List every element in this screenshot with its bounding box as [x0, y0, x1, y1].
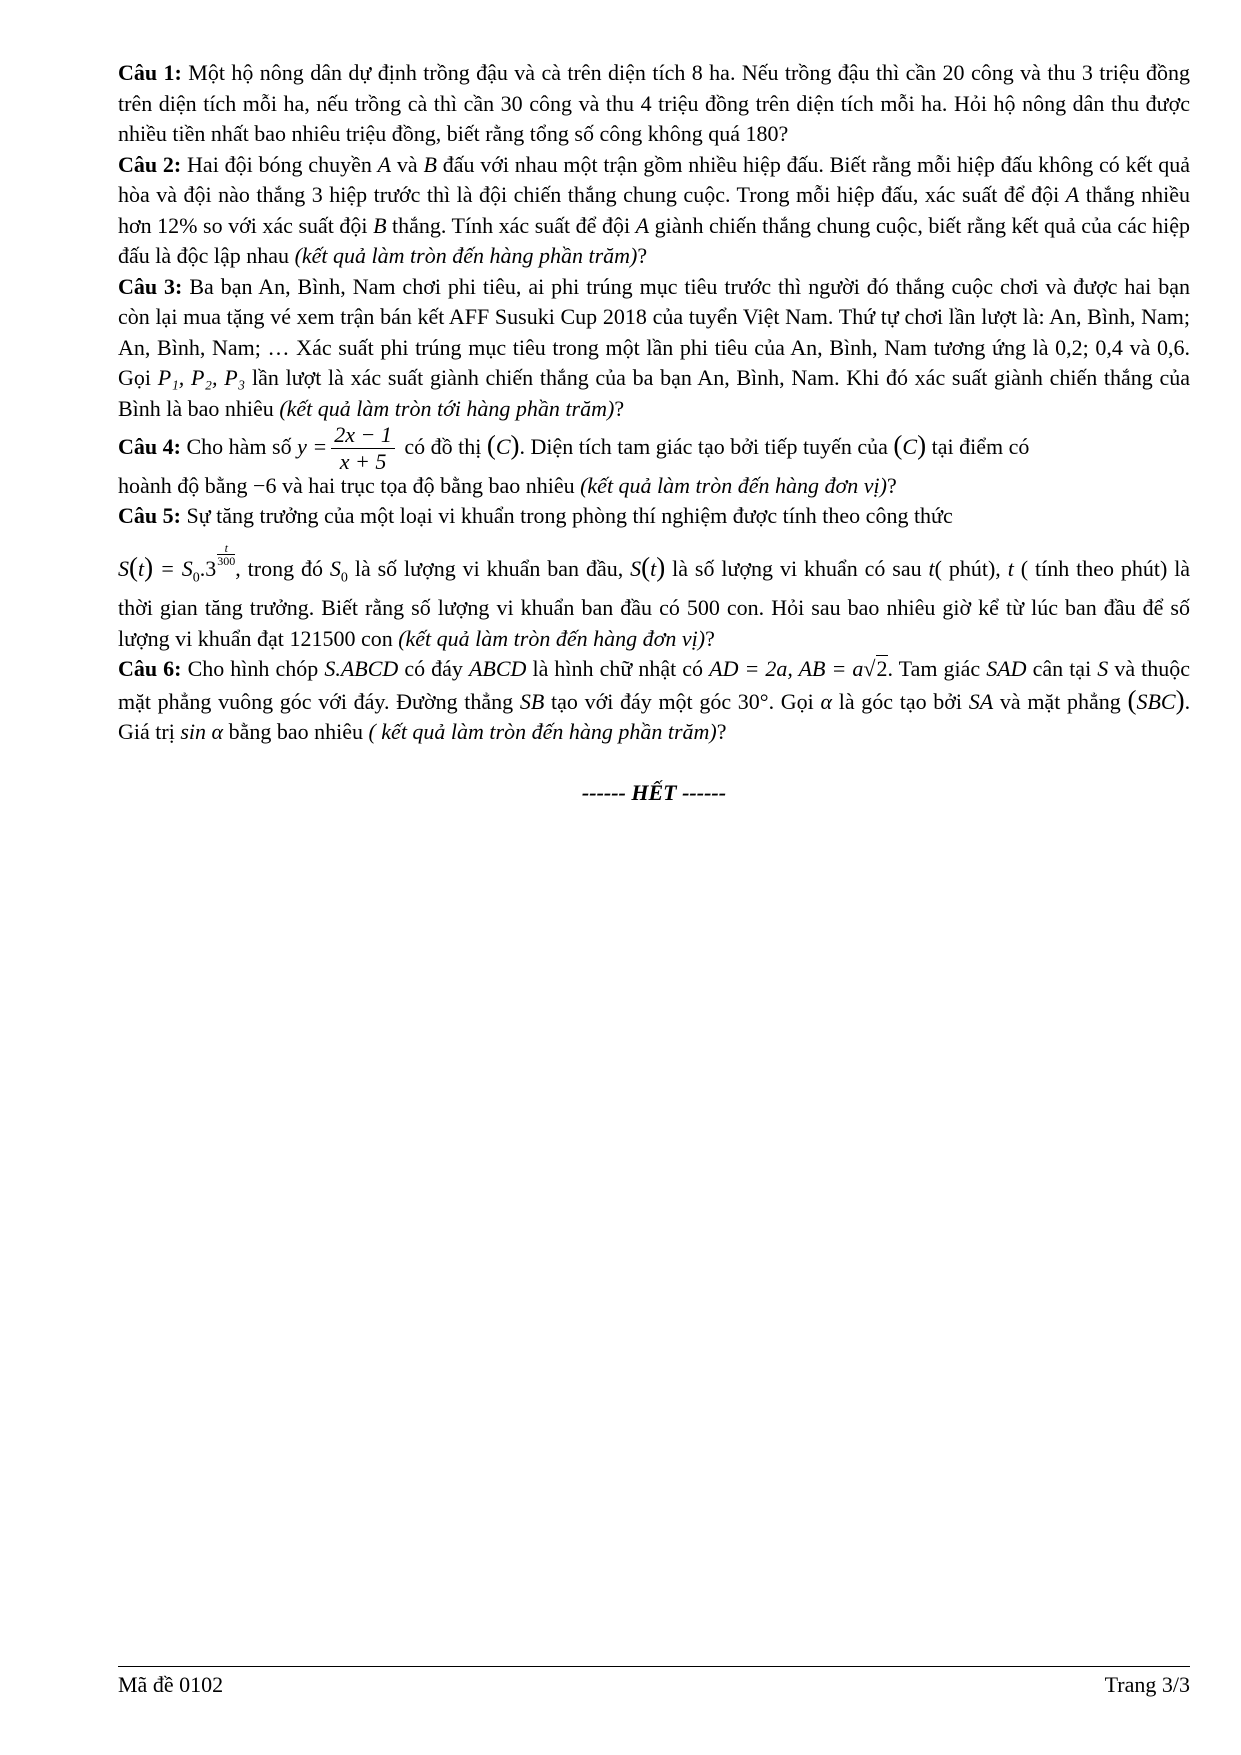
question-text: của tuyển Việt Nam. Thứ tự chơi lần lượt là: An, Bình, Nam; An, Bình, Nam; … Xác suất phi trúng mục tiêu trong một lần phi tiêu của An, Bình, Nam tương ứng là: [118, 304, 1191, 360]
math-var: B: [423, 151, 437, 177]
math-expr: AD = 2a, AB = a: [709, 656, 864, 682]
question-text: . Gọi: [768, 688, 814, 714]
fraction-denominator: x + 5: [339, 449, 387, 475]
question-text: con: [360, 625, 393, 651]
exponent-fraction: [217, 542, 235, 567]
math-value: 30°: [737, 688, 769, 714]
question-text: là hình chữ nhật có: [532, 656, 704, 682]
math-var: A: [377, 151, 392, 177]
question-text: và hai trục tọa độ bằng bao nhiêu: [281, 472, 575, 498]
math-var: t: [1007, 555, 1014, 581]
question-text: ( tính theo phút) là thời gian tăng trưởng. Biết rằng số lượng vi khuẩn ban đầu có: [118, 555, 1191, 621]
question-text: . Diện tích tam giác tạo bởi tiếp tuyến của: [519, 434, 888, 459]
math-var: S: [118, 555, 129, 581]
question-5: [118, 501, 1190, 654]
fraction-numerator: 2x − 1: [331, 422, 395, 449]
question-text: Một hộ nông dân dự định trồng đậu và cà trên diện tích 8 ha. Nếu trồng đậu thì cần 20 công và thu 3 triệu đồng trên diện tích mỗi ha, nếu trồng cà thì cần 30 công và thu 4 triệu đồng trên diện tích mỗi ha. Hỏi hộ nông dân thu được nhiều tiền nhất bao nhiêu triệu đồng, biết rằng tổng số công không quá 180?: [118, 60, 1191, 146]
question-text: và: [1129, 334, 1151, 360]
question-3: [118, 272, 1190, 425]
math-var: SAD: [986, 656, 1027, 682]
exam-code: Mã đề 0102: [118, 1672, 224, 1697]
exponent-denominator: 300: [217, 553, 236, 568]
probability-value: 0,6: [1157, 334, 1185, 360]
question-line: [118, 471, 1190, 502]
exponent-numerator: t: [217, 542, 235, 555]
question-text: đấu với nhau một trận gồm nhiều hiệp đấu. Biết rằng mỗi hiệp đấu không có kết quả hòa và đội nào thắng 3 hiệp trước thì là đội chiến thắng chung cuộc. Trong mỗi hiệp đấu, xác suất để đội: [118, 151, 1191, 207]
math-var: α: [820, 688, 833, 714]
question-label: Câu 6:: [118, 656, 182, 682]
question-text: lần lượt là xác suất giành chiến thắng của ba bạn An, Bình, Nam. Khi đó xác suất giành chiến thắng của Bình là bao nhiêu: [118, 365, 1191, 421]
exam-content: [118, 58, 1190, 830]
probability-value: 0,4: [1095, 334, 1123, 360]
math-subscript: 0: [340, 569, 348, 585]
question-label: Câu 4:: [118, 434, 181, 459]
question-end: ?: [886, 472, 897, 498]
question-text: Sự tăng trưởng của một loại vi khuẩn trong phòng thí nghiệm được tính theo công thức: [186, 503, 953, 528]
rounding-note: (kết quả làm tròn đến hàng đơn vị): [580, 472, 887, 498]
question-text: là số lượng vi khuẩn có sau: [672, 555, 922, 581]
question-label: Câu 1:: [118, 60, 182, 85]
question-end: ?: [716, 719, 727, 745]
math-var: t: [138, 555, 145, 581]
math-expr: AD = 2a, AB = a√2: [709, 656, 888, 682]
math-var: ABCD: [468, 656, 527, 682]
math-var: S: [329, 555, 341, 581]
math-var: S: [1097, 656, 1109, 682]
year-value: 2018: [602, 304, 647, 329]
question-text: là góc tạo bởi: [838, 688, 963, 714]
math-expr: y =: [297, 434, 328, 459]
question-text: Cho hình chóp: [187, 656, 319, 682]
math-var: A: [635, 212, 650, 238]
question-4: Câu 4: Cho hàm số y = $\frac{2x - 1}{x + 5}$ có đồ thị (C). Diện tích tam giác tạo bởi tiếp tuyến của (C) tại điểm có hoành độ bằng −6 và hai trục tọa độ bằng bao nhiêu (kết quả làm tròn đến hàng đơn vị)?: [118, 430, 1190, 501]
question-text: là số lượng vi khuẩn ban đầu,: [354, 555, 624, 581]
math-var: B: [373, 212, 387, 238]
math-var: P₁, P₂, P₃: [157, 365, 246, 390]
question-text: con. Hỏi sau bao nhiêu giờ kể từ lúc ban đầu để số lượng vi khuẩn đạt: [118, 595, 1190, 651]
rounding-note: (kết quả làm tròn đến hàng phần trăm): [294, 243, 638, 268]
question-text: ( phút),: [934, 555, 1001, 581]
question-text: và thuộc mặt phẳng vuông góc với đáy. Đường thẳng: [118, 656, 1191, 714]
question-1: [118, 58, 1190, 150]
question-text: thắng. Tính xác suất để đội: [392, 212, 631, 238]
math-var: S: [630, 555, 642, 581]
rounding-note: ( kết quả làm tròn đến hàng phần trăm): [368, 719, 717, 745]
question-text: Ba bạn An, Bình, Nam chơi phi tiêu, ai phi trúng mục tiêu trước thì người đó thắng cuộc chơi và được hai bạn còn lại mua tặng vé xem trận bán kết AFF Susuki Cup: [118, 273, 1190, 329]
math-var: C: [495, 434, 511, 459]
question-text: tại điểm có: [931, 434, 1030, 459]
footer-divider: [118, 1666, 1190, 1667]
question-end: ?: [705, 625, 715, 651]
fraction: [331, 422, 395, 475]
math-value: 500: [686, 595, 720, 621]
question-text: thắng nhiều hơn 12% so với xác suất đội: [118, 182, 1191, 238]
question-text: . Giá trị: [118, 688, 1191, 745]
question-text: hoành độ bằng: [118, 472, 248, 498]
question-text: có đáy: [404, 656, 463, 682]
math-var: C: [902, 434, 918, 459]
question-6: Câu 6: Cho hình chóp S.ABCD có đáy ABCD là hình chữ nhật có AD = 2a, AB = a√2. Tam giác SAD cân tại S và thuộc mặt phẳng vuông góc với đáy. Đường thẳng SB tạo với đáy một góc 30°. Gọi α là góc tạo bởi SA và mặt phẳng (SBC). Giá trị sin α bằng bao nhiêu ( kết quả làm tròn đến hàng phần trăm)?: [118, 656, 1191, 745]
question-text: tạo với đáy một góc: [551, 688, 732, 714]
math-expr: = S: [160, 555, 193, 581]
question-text: có đồ thị: [404, 434, 482, 459]
question-text: và mặt phẳng: [999, 688, 1121, 714]
question-text: Hai đội bóng chuyền: [187, 151, 372, 177]
math-subscript: 0: [192, 569, 200, 585]
question-text: và: [396, 151, 418, 177]
question-text: . Gọi: [118, 334, 1190, 390]
math-value: −6: [253, 472, 277, 498]
math-var: SBC: [1136, 688, 1176, 714]
question-end: ?: [637, 243, 648, 268]
question-text: . Tam giác: [887, 656, 981, 682]
end-mark: ------ HẾT ------: [581, 779, 727, 805]
rounding-note: (kết quả làm tròn tới hàng phần trăm): [279, 395, 615, 421]
growth-formula: $S(t) = S_0.3$ $\frac{t}{300}$: [118, 540, 236, 585]
question-label: Câu 3:: [118, 273, 183, 299]
question-label: Câu 2:: [118, 151, 182, 177]
question-text: giành chiến thắng chung cuộc, biết rằng kết quả của các hiệp đấu là độc lập nhau: [118, 212, 1191, 268]
question-text: Cho hàm số: [186, 434, 292, 459]
question-line: $S(t) = S_0.3$ $\frac{t}{300}$ , trong đó $S_0$ là số lượng vi khuẩn ban đầu, S(t) là số lượng vi khuẩn có sau t( phút), t ( tính theo phút) là thời gian tăng trưởng. Biết rằng số lượng vi khuẩn ban đầu có 500 con. Hỏi sau bao nhiêu giờ kể từ lúc ban đầu để số lượng vi khuẩn đạt 121500 con (kết quả làm tròn đến hàng đơn vị)?: [118, 540, 1191, 651]
math-var: SB: [519, 688, 545, 714]
math-value: 121500: [289, 625, 356, 651]
math-expr: .3: [199, 555, 217, 581]
sqrt-value: 2: [876, 656, 888, 682]
math-var: A: [1065, 182, 1080, 207]
question-text: , trong đó: [235, 555, 324, 581]
math-var: t: [650, 555, 657, 581]
math-expr: sin α: [180, 719, 224, 745]
math-var: SA: [968, 688, 994, 714]
math-var: t: [928, 555, 935, 581]
question-text: cân tại: [1032, 656, 1092, 682]
question-2: [118, 150, 1190, 272]
math-var: S.ABCD: [324, 656, 399, 682]
probability-value: 0,2;: [1055, 334, 1089, 360]
rounding-note: (kết quả làm tròn đến hàng đơn vị): [398, 625, 706, 651]
page-number: Trang 3/3: [1104, 1672, 1190, 1697]
question-text: bằng bao nhiêu: [228, 719, 363, 745]
question-label: Câu 5:: [118, 503, 181, 528]
question-end: ?: [614, 395, 625, 421]
